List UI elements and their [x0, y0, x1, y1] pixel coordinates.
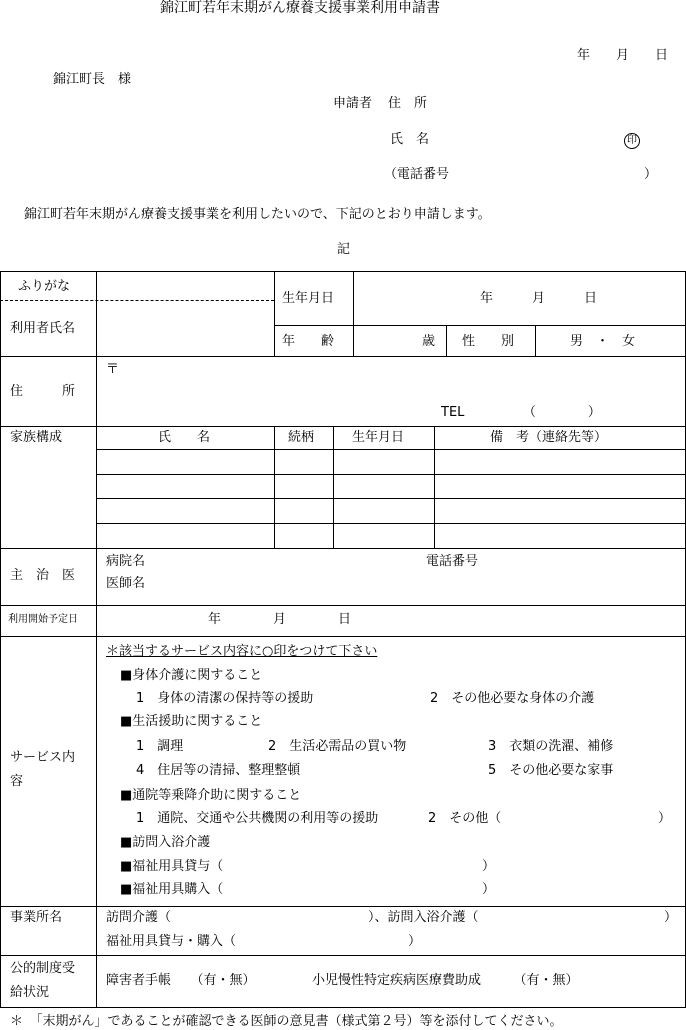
transport-close-paren: ） — [658, 811, 672, 826]
service-label-1: サービス内 — [10, 750, 76, 765]
footer-note: ＊ 「末期がん」であることが確認できる医師の意見書（様式第２号）等を添付してください。 — [10, 1014, 563, 1029]
age-unit: 歳 — [422, 334, 436, 349]
purchase-service: ■福祉用具購入（ — [120, 882, 224, 897]
age-label: 年 齢 — [282, 334, 335, 349]
applicant-address-label: 住 所 — [388, 96, 428, 111]
sex-value: 男 ・ 女 — [570, 334, 636, 349]
rental-service: ■福祉用具貸与（ — [120, 859, 224, 874]
office-label: 事業所名 — [10, 910, 63, 925]
doctor-phone-label: 電話番号 — [426, 554, 479, 569]
life-support-item-4: 4 住居等の清掃、整理整頓 — [136, 763, 301, 778]
body-care-heading: ■身体介護に関すること — [120, 668, 263, 683]
document-title: 錦江町若年末期がん療養支援事業利用申請書 — [160, 0, 440, 16]
disability-handbook: 障害者手帳 （有・無） — [106, 973, 256, 988]
applicant-name-label: 氏 名 — [390, 132, 430, 147]
transport-item-2: 2 その他（ — [428, 811, 502, 826]
start-date-value: 年 月 日 — [208, 612, 352, 627]
life-support-item-2: 2 生活必需品の買い物 — [268, 739, 407, 754]
address-label: 住 所 — [10, 384, 76, 399]
life-support-item-3: 3 衣類の洗濯、補修 — [488, 739, 614, 754]
family-label: 家族構成 — [10, 430, 63, 445]
body-care-item-2: 2 その他必要な身体の介護 — [430, 691, 595, 706]
family-header-notes: 備 考（連絡先等） — [490, 430, 608, 445]
pediatric-subsidy: 小児慢性特定疾病医療費助成 （有・無） — [312, 973, 579, 988]
family-header-relation: 続柄 — [288, 430, 315, 445]
public-label-1: 公的制度受 — [10, 961, 76, 976]
public-label-2: 給状況 — [10, 985, 50, 1000]
purchase-close-paren: ） — [482, 882, 496, 897]
rental-close-paren: ） — [482, 859, 496, 874]
service-instruction: ＊該当するサービス内容に○印をつけて下さい — [106, 644, 378, 659]
bath-service: ■訪問入浴介護 — [120, 835, 211, 850]
start-date-label: 利用開始予定日 — [8, 614, 78, 625]
sex-label: 性 別 — [462, 334, 515, 349]
birthdate-label: 生年月日 — [282, 291, 335, 306]
life-support-item-1: 1 調理 — [136, 739, 184, 754]
welfare-office: 福祉用具貸与・購入（ — [106, 934, 237, 949]
addressee: 錦江町長 様 — [53, 72, 132, 87]
intro-text: 錦江町若年末期がん療養支援事業を利用したいので、下記のとおり申請します。 — [24, 207, 491, 222]
bath-care-office: ）、訪問入浴介護（ — [368, 910, 479, 925]
furigana-label: ふりがな — [18, 279, 71, 294]
transport-heading: ■通院等乗降介助に関すること — [120, 788, 302, 803]
family-header-name: 氏 名 — [158, 430, 211, 445]
bath-care-close-paren: ） — [664, 910, 678, 925]
doctor-name-label: 医師名 — [106, 576, 146, 591]
welfare-close-paren: ） — [408, 934, 422, 949]
hospital-label: 病院名 — [106, 554, 146, 569]
application-date: 年 月 日 — [577, 48, 669, 63]
life-support-item-5: 5 その他必要な家事 — [488, 763, 614, 778]
applicant-label: 申請者 — [333, 96, 373, 111]
home-care-office: 訪問介護（ — [106, 910, 172, 925]
user-name-label: 利用者氏名 — [10, 321, 76, 336]
transport-item-1: 1 通院、交通や公共機関の利用等の援助 — [136, 811, 379, 826]
life-support-heading: ■生活援助に関すること — [120, 714, 263, 729]
applicant-phone: （電話番号 ） — [384, 167, 658, 182]
seal-mark: 印 — [624, 132, 640, 149]
service-label-2: 容 — [10, 774, 24, 789]
ki-heading: 記 — [337, 242, 351, 257]
body-care-item-1: 1 身体の清潔の保持等の援助 — [136, 691, 314, 706]
tel-field: TEL （ ） — [441, 405, 601, 420]
doctor-label: 主 治 医 — [10, 568, 76, 583]
birthdate-value: 年 月 日 — [480, 291, 598, 306]
family-header-birthdate: 生年月日 — [352, 430, 405, 445]
postal-mark: 〒 — [106, 362, 120, 377]
